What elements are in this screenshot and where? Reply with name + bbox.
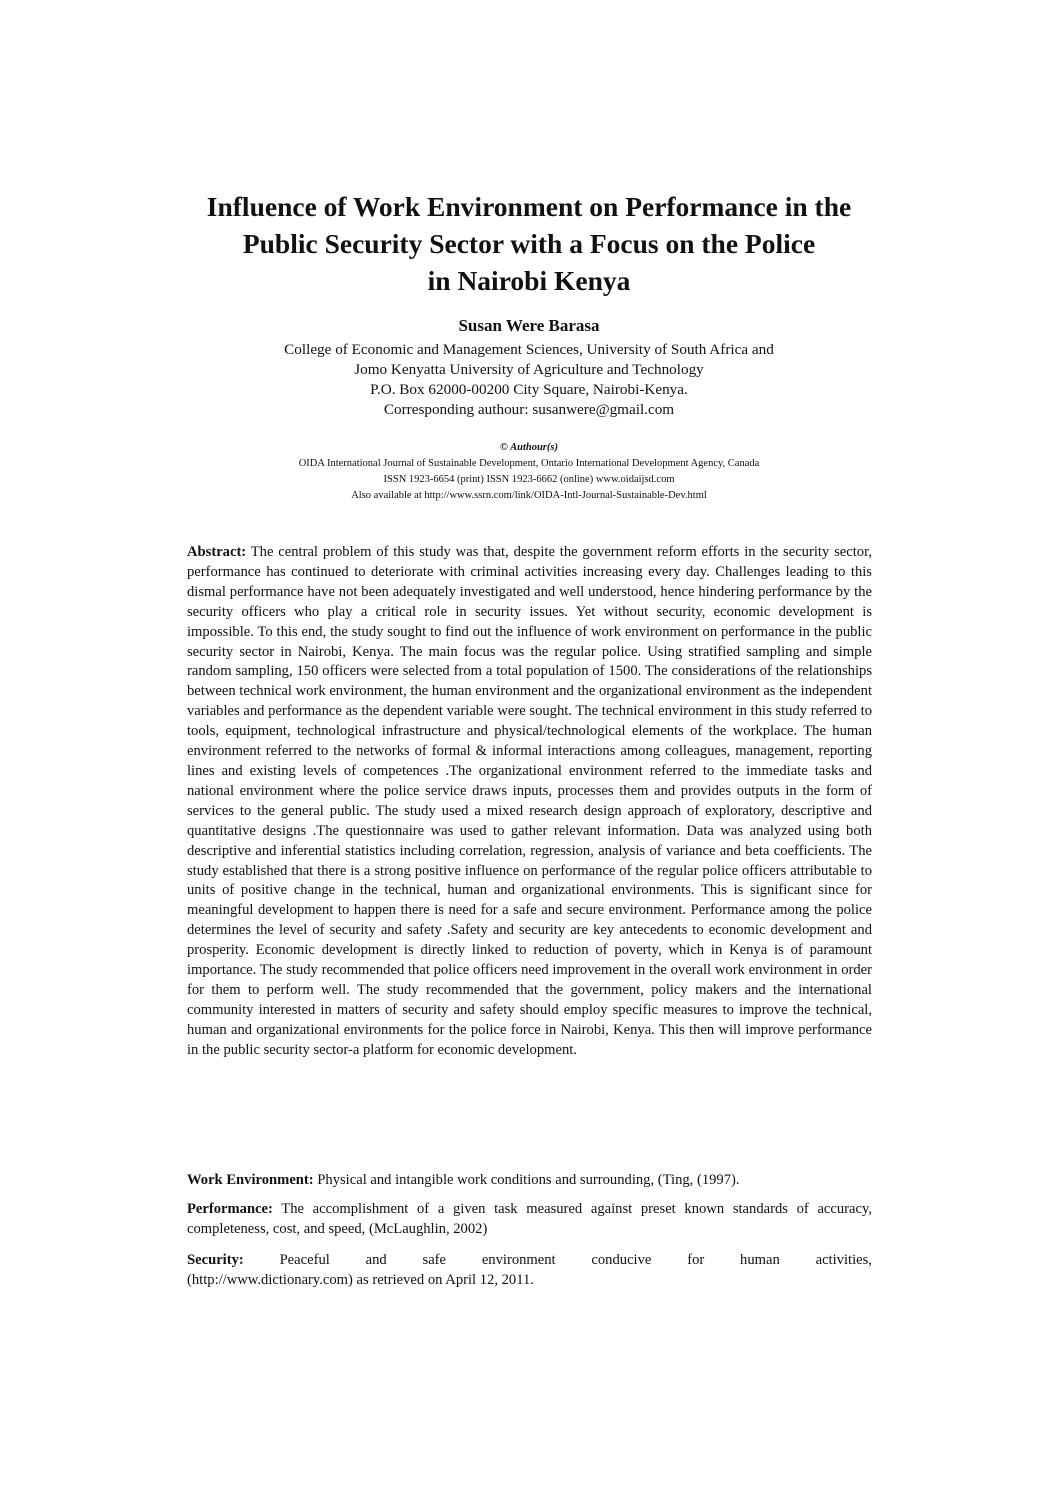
definition-word: for — [687, 1252, 705, 1268]
definition-work-environment — [187, 1171, 872, 1191]
title-line: Influence of Work Environment on Performance in the — [206, 191, 852, 222]
corresponding-author: Corresponding authour: susanwere@gmail.com — [383, 401, 675, 418]
definition-word: human — [740, 1252, 780, 1268]
definition-word: environment — [481, 1252, 556, 1268]
abstract-paragraph — [187, 543, 872, 1061]
definition-label: Performance: — [187, 1201, 273, 1217]
availability-line: Also available at http://www.ssrn.com/link/OIDA-Intl-Journal-Sustainable-Dev.html — [351, 490, 707, 501]
issn-line: ISSN 1923-6654 (print) ISSN 1923-6662 (online) www.oidaijsd.com — [383, 474, 675, 485]
copyright-caption: © Authour(s) — [500, 442, 558, 453]
definition-performance — [187, 1200, 872, 1240]
affiliation-line: P.O. Box 62000-00200 City Square, Nairobi-Kenya. — [370, 381, 688, 398]
title-line: Public Security Sector with a Focus on the Police — [242, 228, 816, 259]
definition-first-line — [187, 1251, 872, 1271]
definition-label: Security: — [187, 1252, 244, 1268]
definition-word: activities, — [815, 1252, 872, 1268]
paper-title — [120, 188, 938, 299]
affiliation-line: College of Economic and Management Sciences, University of South Africa and — [284, 341, 774, 358]
journal-line: OIDA International Journal of Sustainable Development, Ontario International Development Agency, Canada — [298, 458, 760, 469]
definition-security — [187, 1251, 872, 1291]
abstract-label: Abstract: — [187, 544, 247, 560]
title-line: in Nairobi Kenya — [427, 265, 631, 296]
abstract-text: The central problem of this study was that, despite the government reform efforts in the security sector, performance has continued to deteriorate with criminal activities increasing every day. Challenges leading to this dismal performance have not been adequately investigated and well understood, hence hindering performance by the security officers who play a critical role in security issues. Yet without security, economic development is impossible. To this end, the study sought to find out the influence of work environment on performance in the public security sector in Nairobi, Kenya. The main focus was the regular police. Using stratified sampling and simple random sampling, 150 officers were selected from a total population of 1500. The considerations of the relationships between technical work environment, the human environment and the organizational environment as the independent variables and performance as the dependent variable were sought. The technical environment in this study referred to tools, equipment, technological infrastructure and physical/technological elements of the workplace. The human environment referred to the networks of formal & informal interactions among colleagues, management, reporting lines and existing levels of competences .The organizational environment referred to the immediate tasks and national environment where the police service draws inputs, processes them and provides outputs in the form of services to the general public. The study used a mixed research design approach of exploratory, descriptive and quantitative designs .The questionnaire was used to gather relevant information. Data was analyzed using both descriptive and inferential statistics including correlation, regression, analysis of variance and beta coefficients. The study established that there is a strong positive influence on performance of the regular police officers attributable to units of positive change in the technical, human and organizational environments. This is significant since for meaningful development to happen there is need for a safe and secure environment. Performance among the police determines the level of security and safety .Safety and security are key antecedents to economic development and prosperity. Economic development is directly linked to reduction of poverty, which in Kenya is of paramount importance. The study recommended that police officers need improvement in the overall work environment in order for them to perform well. The study recommended that the government, policy makers and the international community interested in matters of security and safety should employ specific measures to improve the technical, human and organizational environments for the police force in Nairobi, Kenya. This then will improve performance in the public security sector-a platform for economic development. — [187, 544, 872, 1058]
definition-text: Physical and intangible work conditions and surrounding, (Ting, (1997). — [313, 1172, 740, 1188]
affiliation-line: Jomo Kenyatta University of Agriculture and Technology — [354, 361, 704, 378]
definition-word: safe — [422, 1252, 447, 1268]
definition-label: Work Environment: — [187, 1172, 314, 1188]
definition-word: conducive — [591, 1252, 652, 1268]
affiliation-block — [0, 340, 1058, 420]
definition-word: Peaceful — [279, 1252, 330, 1268]
definition-word: and — [365, 1252, 387, 1268]
author-name: Susan Were Barasa — [458, 316, 600, 335]
copyright-block — [0, 440, 1058, 504]
definition-text: The accomplishment of a given task measured against preset known standards of accuracy, completeness, cost, and speed, (McLaughlin, 2002) — [187, 1201, 872, 1237]
definition-second-line: (http://www.dictionary.com) as retrieved on April 12, 2011. — [187, 1271, 534, 1288]
